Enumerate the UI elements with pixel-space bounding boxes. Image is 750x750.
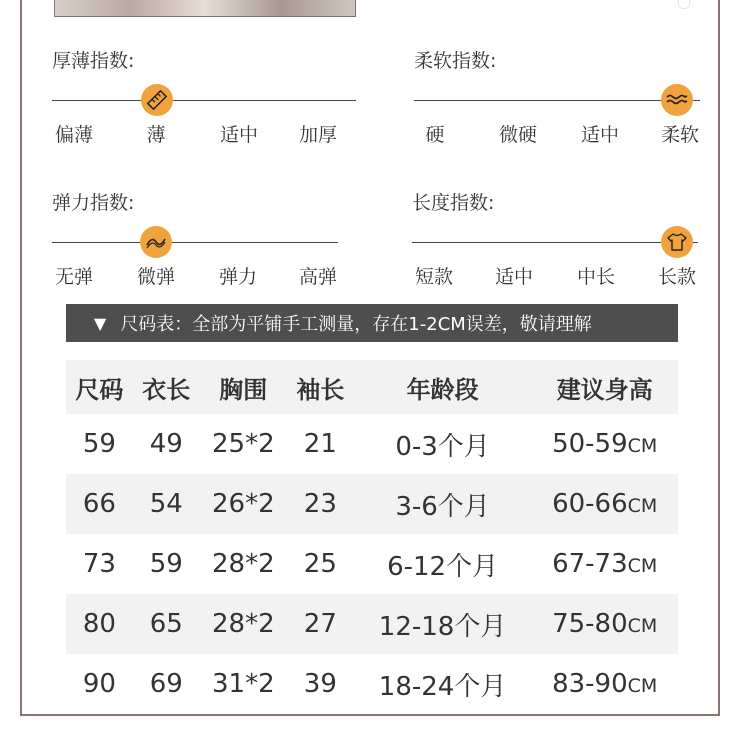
cell-sleeve: 39 <box>303 669 337 699</box>
table-row <box>66 534 678 594</box>
cell-length: 65 <box>133 594 200 654</box>
cell-height <box>531 594 678 654</box>
table-row <box>66 594 678 654</box>
index-label-selected: 微弹 <box>136 266 176 288</box>
cell-size: 73 <box>82 549 116 579</box>
index-scale-line <box>412 242 698 243</box>
height-unit: CM <box>627 555 658 577</box>
cell-size: 80 <box>66 594 133 654</box>
thickness-index <box>52 46 362 156</box>
table-row <box>66 654 678 714</box>
index-label-selected: 薄 <box>146 124 166 146</box>
cell-chest: 31*2 <box>211 669 275 699</box>
wave-icon <box>661 84 693 116</box>
triangle-down-icon: ▼ <box>94 313 107 333</box>
index-title: 弹力指数: <box>52 192 135 214</box>
cell-chest: 28*2 <box>200 594 287 654</box>
cell-length: 54 <box>133 474 200 534</box>
index-label-selected: 长款 <box>657 266 697 288</box>
cell-height <box>531 474 678 534</box>
height-unit: CM <box>627 435 658 457</box>
index-label: 微硬 <box>498 124 538 146</box>
cell-height <box>531 414 678 474</box>
index-title: 柔软指数: <box>414 50 497 72</box>
index-label: 中长 <box>576 266 616 288</box>
index-label: 无弹 <box>54 266 94 288</box>
elastic-icon <box>140 226 172 258</box>
product-photo-strip <box>54 0 356 17</box>
index-scale-line <box>52 242 338 243</box>
shirt-icon <box>661 226 693 258</box>
index-scale-line <box>52 100 356 101</box>
cell-age: 0-3个月 <box>395 431 490 462</box>
header-sleeve: 袖长 <box>296 375 345 404</box>
decorative-mark <box>678 0 690 9</box>
cell-size: 59 <box>82 429 116 459</box>
cell-chest: 28*2 <box>211 549 275 579</box>
index-label: 高弹 <box>298 266 338 288</box>
cell-chest: 25*2 <box>211 429 275 459</box>
cell-length: 49 <box>149 429 183 459</box>
softness-index <box>414 46 714 156</box>
cell-sleeve: 21 <box>303 429 337 459</box>
index-label: 偏薄 <box>54 124 94 146</box>
cell-sleeve: 25 <box>303 549 337 579</box>
cell-age: 12-18个月 <box>354 594 532 654</box>
header-length: 衣长 <box>142 375 191 404</box>
index-scale-line <box>414 100 700 101</box>
cell-age: 18-24个月 <box>378 671 507 702</box>
cell-length: 69 <box>149 669 183 699</box>
cell-chest: 26*2 <box>200 474 287 534</box>
height-value: 75-80 <box>552 609 628 639</box>
cell-height <box>531 534 678 594</box>
cell-length: 59 <box>149 549 183 579</box>
size-table <box>66 360 678 714</box>
height-unit: CM <box>627 675 658 697</box>
banner-text: 尺码表：全部为平铺手工测量，存在1-2CM误差，敬请理解 <box>120 314 592 335</box>
table-row <box>66 414 678 474</box>
height-value: 50-59 <box>552 429 628 459</box>
cell-sleeve: 23 <box>287 474 354 534</box>
index-label: 弹力 <box>218 266 258 288</box>
index-label: 适中 <box>494 266 534 288</box>
height-unit: CM <box>627 615 658 637</box>
index-label: 加厚 <box>298 124 338 146</box>
elasticity-index <box>52 188 352 298</box>
index-label: 短款 <box>414 266 454 288</box>
cell-size: 90 <box>82 669 116 699</box>
size-chart-banner <box>66 304 678 342</box>
ruler-icon <box>141 84 173 116</box>
index-label: 适中 <box>219 124 259 146</box>
height-value: 83-90 <box>552 669 628 699</box>
length-index <box>412 188 712 298</box>
cell-age: 3-6个月 <box>354 474 532 534</box>
index-label: 硬 <box>425 124 445 146</box>
cell-size: 66 <box>66 474 133 534</box>
height-unit: CM <box>627 495 658 517</box>
cell-height <box>531 654 678 714</box>
header-age: 年龄段 <box>406 375 479 404</box>
table-row <box>66 474 678 534</box>
index-label: 适中 <box>580 124 620 146</box>
header-height: 建议身高 <box>556 375 653 404</box>
cell-sleeve: 27 <box>287 594 354 654</box>
index-label-selected: 柔软 <box>660 124 700 146</box>
table-header-row <box>66 360 678 414</box>
index-title: 厚薄指数: <box>52 50 135 72</box>
index-title: 长度指数: <box>412 192 495 214</box>
height-value: 67-73 <box>552 549 628 579</box>
cell-age: 6-12个月 <box>387 551 499 582</box>
header-size: 尺码 <box>75 375 124 404</box>
height-value: 60-66 <box>552 489 628 519</box>
header-chest: 胸围 <box>219 375 268 404</box>
